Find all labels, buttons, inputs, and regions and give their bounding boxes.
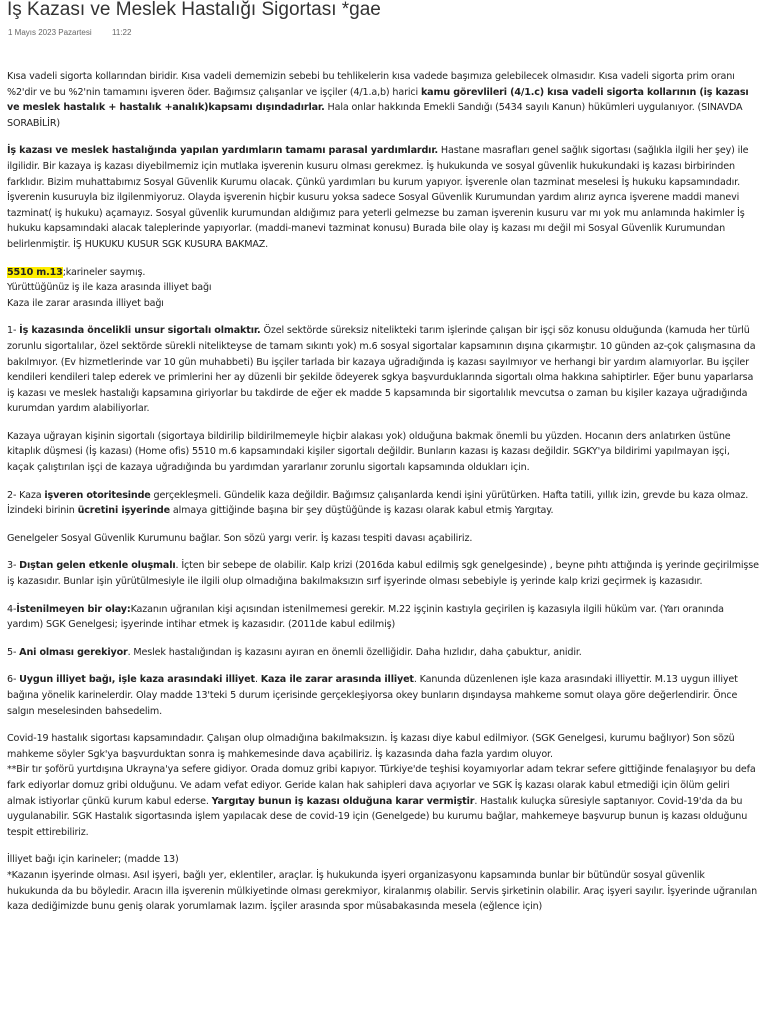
note-paragraph [7, 429, 759, 476]
bold-text: İş kazasında öncelikli unsur sigortalı olmaktır. [19, 325, 261, 337]
text-run: 1- [7, 325, 20, 337]
bold-text: İstenilmeyen bir olay: [16, 603, 131, 615]
note-body[interactable] [7, 69, 759, 927]
note-paragraph [7, 280, 759, 296]
text-run: 4- [7, 603, 17, 615]
bold-text: kamu görevlileri (4/1.c) kısa vadeli sigorta kollarının (iş kazası ve meslek hastalık + hastalık +analık)kapsamı dışındadırlar. [7, 86, 749, 114]
text-run: 3- [7, 560, 20, 572]
page-date: 1 Mayıs 2023 Pazartesi [8, 28, 92, 37]
note-paragraph [7, 602, 759, 633]
page-time: 11:22 [112, 28, 132, 37]
text-run: . [254, 674, 261, 686]
bold-text: ücretini işyerinde [77, 505, 170, 517]
note-paragraph [7, 558, 759, 589]
note-paragraph [7, 852, 759, 868]
text-run: . Kanunda düzenlenen işle kaza arasındaki illiyettir. M.13 uygun illiyet bağına yönelik karinelerdir. Olay madde 13'teki 5 durum içerisinde gerçekleşiyorsa okey bunların dışındaysa mahkeme somut olaya göre değerlendirir. Önce salgın meselesinden bahsedelim. [7, 674, 738, 717]
text-run: Genelgeler Sosyal Güvenlik Kurumunu bağlar. Son sözü yargı verir. İş kazası tespiti davası açabiliriz. [7, 532, 473, 544]
note-paragraph [7, 323, 759, 417]
text-run: İlliyet bağı için karineler; (madde 13) [7, 854, 179, 866]
text-run: Özel sektörde süreksiz nitelikteki tarım işlerinde çalışan bir işçi söz konusu olduğunda (kamuda her türlü zorunlu sigortalılar, özel sektörde sürekli nitelikteyse de tamam sıkıntı yok) m.6 sosyal sigortalar kapsamının dışına çıkarmıştır. 10 günden az-çok çalışmasına da bakılmıyor. (Ev hizmetlerinde var 10 gün muhabbeti) Bu işçiler tarlada bir kazaya uğradığında iş kazası sayılmıyor ve herhangi bir yardım alamıyorlar. Bu işçiler kendileri kendileri talep ederek ve primlerini her ay düzenli bir şekilde ödeyerek sgkya başvurduklarında sigortalı olma hakkına sahiptirler. Eğer bunu yaparlarsa iş kazası ve meslek hastalığı kapsamına giriyorlar bu takdirde de eğer ek madde 5 kapsamında bir sigortalılık mevcutsa o zaman bu kişiler kazaya uğradığında kurumdan yardım alabiliyorlar. [7, 325, 756, 415]
bold-text: Dıştan gelen etkenle oluşmalı [19, 560, 176, 572]
text-run: . Meslek hastalığından iş kazasını ayıran en önemli özelliğidir. Daha hızlıdır, daha çabuktur, anidir. [127, 646, 582, 658]
bold-text: Uygun illiyet bağı, işle kaza arasındaki illiyet [19, 674, 255, 686]
note-paragraph [7, 296, 759, 312]
note-paragraph [7, 488, 759, 519]
text-run: *Kazanın işyerinde olması. Asıl işyeri, bağlı yer, eklentiler, araçlar. İş hukukunda işyeri organizasyonu kapsamında bunlar bir bütündür sosyal güvenlik hukukunda da bu böyledir. Aracın illa işverenin mülkiyetinde olması gerekmiyor, kiralanmış olabilir. Servis şirketinin olabilir. Araç işyeri sayılır. İşyerinde uğranılan kaza dediğimizde bunu geniş olarak yorumlamak lazım. İşçiler arasında spor müsabakasında mesela (eğlence için) [7, 869, 758, 913]
text-run: Yürüttüğünüz iş ile kaza arasında illiyet bağı [7, 282, 212, 294]
text-run: Covid-19 hastalık sigortası kapsamındadır. Çalışan olup olmadığına bakılmaksızın. İş kazası diye kabul edilmiyor. (SGK Genelgesi, kurumu bağlıyor) Son sözü mahkeme söyler Sgk'ya başvurduktan sonra iş mahkemesinde dava açabiliriz. İş kazasında daha fazla yardım oluyor. [7, 733, 735, 760]
text-run: Kaza ile zarar arasında illiyet bağı [7, 297, 164, 309]
text-run: . Hastalık kuluçka süresiyle saptanıyor. Covid-19'da da bu uygulanabilir. SGK Hastalık sigortasında işlem yapılacak dese de covid-19 için (Genelgede) bu kurumu bağlar, mahkemeye başvurup bunun iş kazası olduğunu tespit ettirebiliriz. [7, 795, 748, 838]
text-run: Hastane masrafları genel sağlık sigortası (sağlıkla ilgili her şey) ile ilgilidir. Bir kazaya iş kazası diyebilmemiz için mutlaka işverenin kusuru olması gerekmez. İş hukukunda ve sosyal güvenlik hukukundaki iş kazası birbirinden farklıdır. Bizim muhattabımız Sosyal Güvenlik Kurumu olacak. Çünkü yardımları bu kurum yapıyor. İşverenle olan tazminat meselesi İş hukuku kapsamındadır. İşverenin kusuruyla biz ilgilenmiyoruz. Olayda işverenin hiçbir kusuru yoksa sadece Sosyal Güvenlik Kurumundan yardım alırız ayrıca işverene maddi manevi tazminat( iş hukuku) açamayız. Sosyal güvenlik kurumundan aldığımız para yeterli gelmezse bu zaman işverenin kusuru var mı yok mu anlamında hakimler İş hukuku kapsamındaki alacak taleplerinde yapıyorlar. (maddi-manevi tazminat konusu) Burada bile olay iş kazası mı değil mi Sosyal Güvenlik Kurumundan belirlenmiştir. İŞ HUKUKU KUSUR SGK KUSURA BAKMAZ. [7, 145, 749, 250]
text-run: . İçten bir sebepe de olabilir. Kalp krizi (2016da kabul edilmiş sgk genelgesinde) , beyne pıhtı attığında iş yerinde geçirilmişse iş kazasıdır. Bunlar işin yürütülmesiyle ile ilgili olup olmadığına bakılmaksızın sırf işyerinde olması sebebiyle iş yerinde kalp krizi geçirmek iş kazasıdır. [7, 560, 759, 588]
text-run: 5- [7, 646, 20, 658]
bold-text: Ani olması gerekiyor [19, 646, 128, 658]
text-run: Kazanın uğranılan kişi açısından istenilmemesi gerekir. M.22 işçinin kastıyla geçirilen iş kazasıyla ilgili hüküm var. (Yarı oranında yardım) SGK Genelgesi; işyerinde intihar etmek iş kazasıdır. (2011de kabul edilmiş) [7, 603, 724, 631]
note-paragraph [7, 762, 759, 840]
note-paragraph [7, 143, 759, 252]
note-paragraph [7, 265, 759, 281]
page-title[interactable]: İş Kazası ve Meslek Hastalığı Sigortası *gae [7, 0, 381, 20]
note-paragraph [7, 868, 759, 915]
bold-text: İş kazası ve meslek hastalığında yapılan yardımların tamamı parasal yardımlardır. [7, 145, 439, 157]
note-paragraph [7, 531, 759, 547]
text-run: 2- Kaza [7, 489, 45, 501]
note-paragraph [7, 672, 759, 719]
note-paragraph [7, 731, 759, 762]
highlighted-text: 5510 m.13 [7, 266, 63, 278]
text-run: gerçekleşmeli. Gündelik kaza değildir. Bağımsız çalışanlarda kendi işini yürütürken. Hafta tatili, yıllık izin, grevde bu kaza olmaz. İzindeki birinin [7, 489, 749, 517]
text-run: Kısa vadeli sigorta kollarından biridir. Kısa vadeli dememizin sebebi bu tehlikelerin kısa vadede başımıza gelebilecek olmasıdır. Kısa vadeli sigorta prim oranı %2'dir ve bu %2'nin tamamını işveren öder. Bağımsız çalışanlar ve işçiler (4/1.a,b) harici [7, 71, 735, 98]
bold-text: Kaza ile zarar arasında illiyet [260, 674, 414, 686]
text-run: ;karineler saymış. [62, 266, 146, 278]
text-run: Hala onlar hakkında Emekli Sandığı (5434 sayılı Kanun) hükümleri uygulanıyor. (SINAVDA SORABİLİR) [7, 102, 743, 129]
text-run: 6- [7, 674, 20, 686]
bold-text: işveren otoritesinde [44, 489, 151, 501]
text-run: almaya gittiğinde başına bir şey düştüğünde iş kazası olarak kabul etmiş Yargıtay. [169, 505, 554, 517]
note-paragraph [7, 645, 759, 661]
note-paragraph [7, 69, 759, 131]
text-run: **Bir tır şoförü yurtdışına Ukrayna'ya sefere gidiyor. Orada domuz gribi kapıyor. Türkiye'de teşhisi koyamıyorlar adam tekrar sefere gittiğinde fenalaşıyor bu defa fark ediyorlar domuz gribi olduğunu. Ve adam vefat ediyor. Geride kalan hak sahipleri dava açıyorlar ve SGK İş kazası olarak kabul etmediği için ölüm geliri almak istiyorlar çünkü kurum kabul ederse. [7, 764, 756, 807]
text-run: Kazaya uğrayan kişinin sigortalı (sigortaya bildirilip bildirilmemeyle hiçbir alakası yok) olduğuna bakmak önemli bu yüzden. Hocanın ders anlatırken üstüne kitaplık düşmesi (İş kazası) (Home ofis) 5510 m.6 kapsamındaki kişiler sigortalı değildir. Bunların kazası iş kazası değildir. SGKY'ya bildirimi yapılmayan işçi, kaçak çalıştırılan işçi de kazaya uğradığında bu yardımdan yararlanır zorunlu sigortalı kapsamında oldukları için. [7, 430, 731, 474]
bold-text: Yargıtay bunun iş kazası olduğuna karar vermiştir [211, 795, 475, 807]
